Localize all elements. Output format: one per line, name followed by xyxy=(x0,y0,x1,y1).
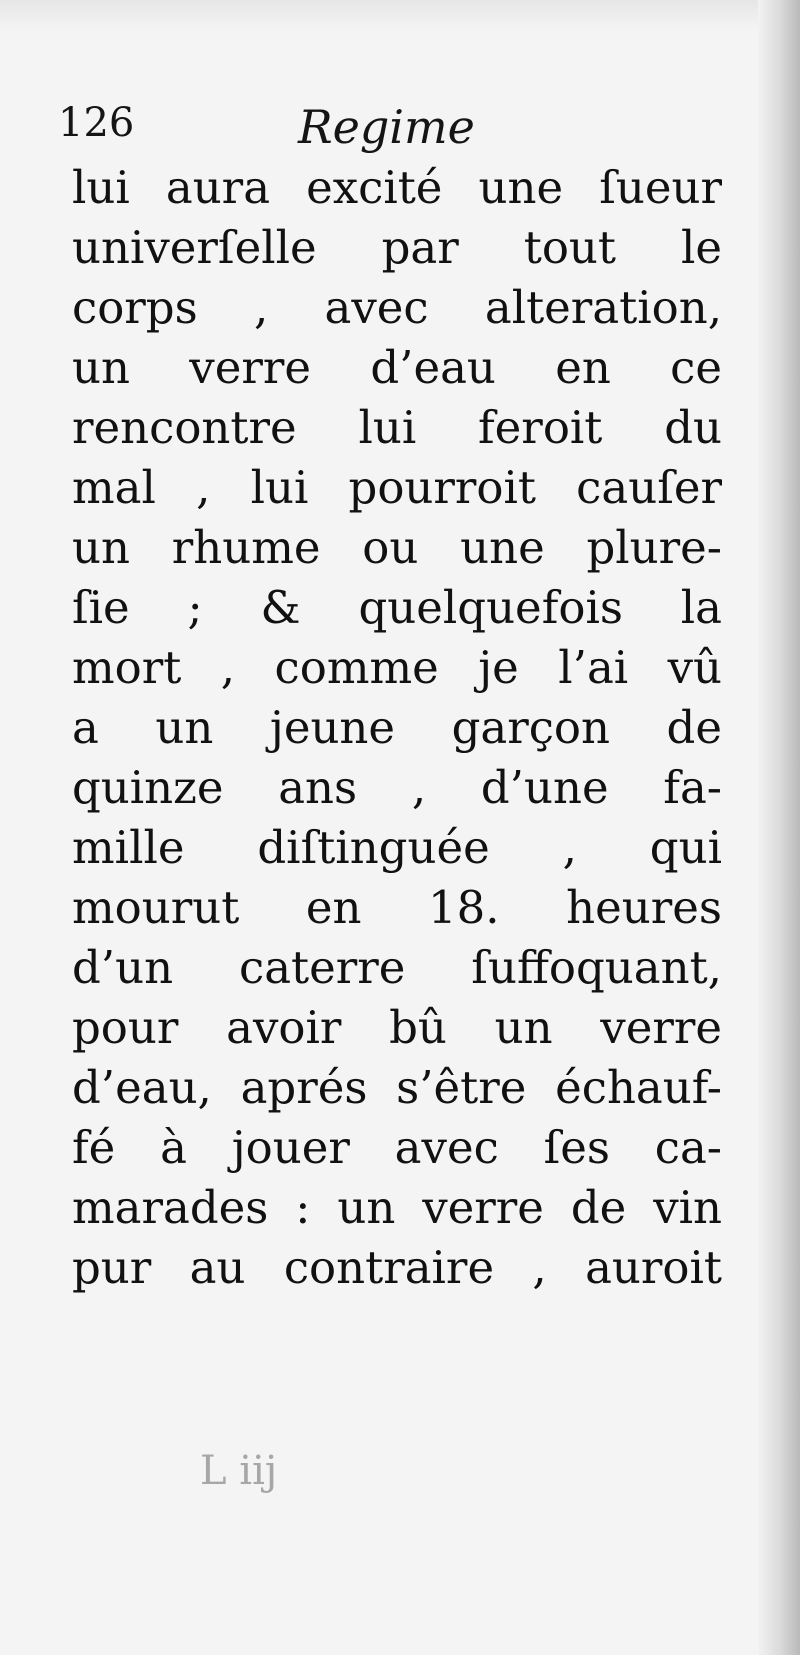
signature-mark: L iij xyxy=(200,1448,278,1494)
page-number: 126 xyxy=(58,100,135,146)
text-line: mal , lui pourroit cauſer xyxy=(72,461,722,514)
text-line: ſie ; & quelquefois la xyxy=(72,581,722,634)
text-line: pour avoir bû un verre xyxy=(72,1001,722,1054)
text-line: mille diſtinguée , qui xyxy=(72,821,722,874)
text-line: un rhume ou une plure- xyxy=(72,521,722,574)
text-line: marades : un verre de vin xyxy=(72,1181,722,1234)
running-head: Regime xyxy=(298,100,475,154)
body-text xyxy=(72,158,722,1298)
text-line: d’eau, aprés s’être échauf- xyxy=(72,1061,722,1114)
text-line: quinze ans , d’une fa- xyxy=(72,761,722,814)
text-line: d’un caterre ſuffoquant, xyxy=(72,941,722,994)
text-line: lui aura excité une ſueur xyxy=(72,161,722,214)
text-line: un verre d’eau en ce xyxy=(72,341,722,394)
text-line: mort , comme je l’ai vû xyxy=(72,641,722,694)
text-line: corps , avec alteration, xyxy=(72,281,722,334)
page-header xyxy=(58,100,718,160)
text-line: univerſelle par tout le xyxy=(72,221,722,274)
text-line: rencontre lui feroit du xyxy=(72,401,722,454)
text-line: pur au contraire , auroit xyxy=(72,1241,722,1294)
text-line: mourut en 18. heures xyxy=(72,881,722,934)
page-top-shadow xyxy=(0,0,800,30)
page-gutter-shadow xyxy=(758,0,800,1655)
text-line: a un jeune garçon de xyxy=(72,701,722,754)
text-line: fé à jouer avec ſes ca- xyxy=(72,1121,722,1174)
